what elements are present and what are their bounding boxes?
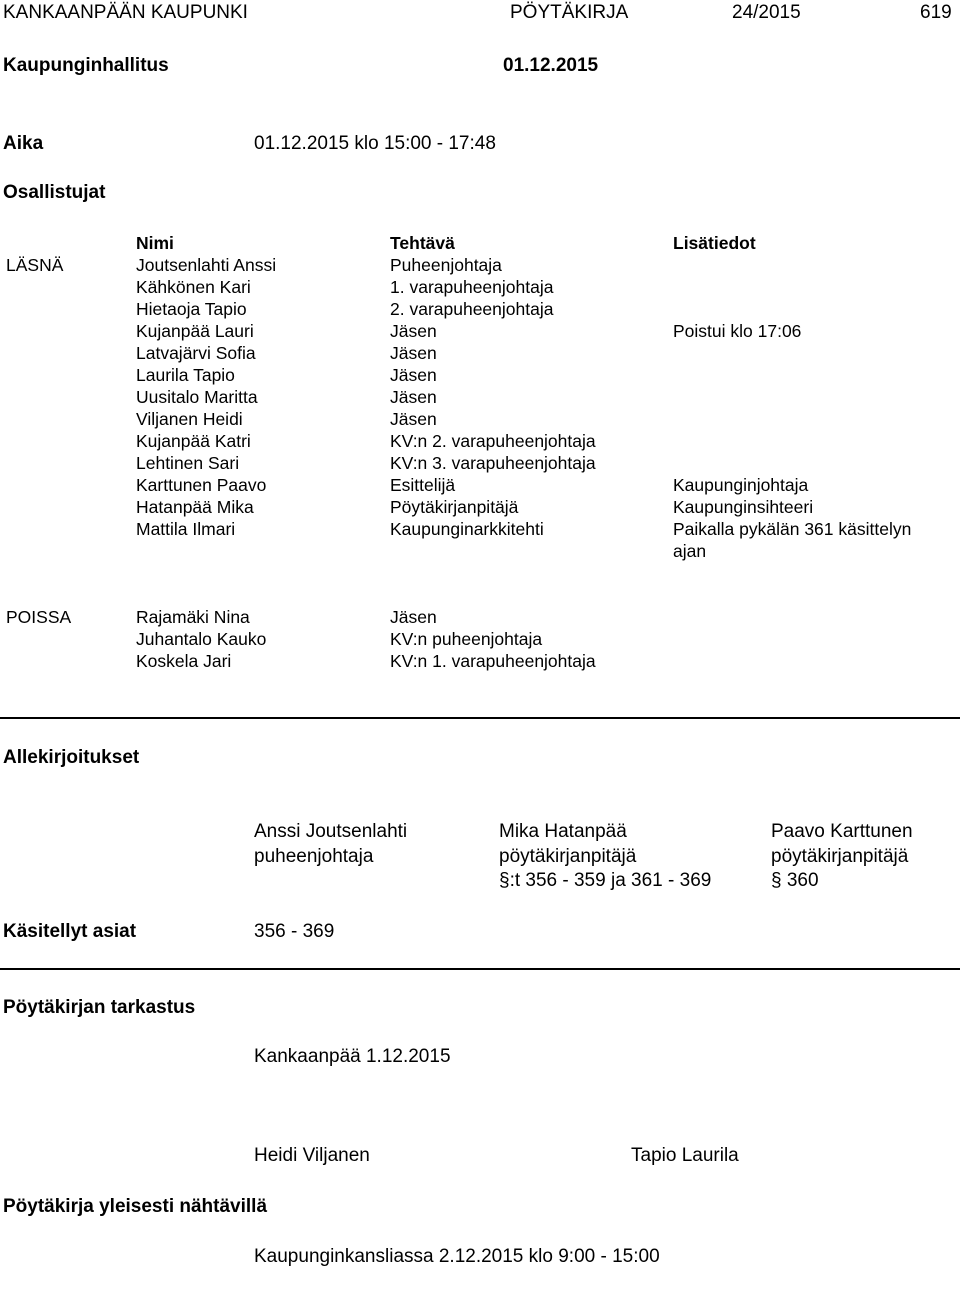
table-row: [0, 628, 960, 650]
participant-name: Latvajärvi Sofia: [136, 343, 256, 363]
table-row: [0, 452, 960, 474]
participant-role: Esittelijä: [390, 475, 456, 495]
public-heading: Pöytäkirja yleisesti nähtävillä: [3, 1196, 268, 1217]
present-label: LÄSNÄ: [6, 255, 64, 275]
signer-title: puheenjohtaja: [254, 846, 374, 867]
participant-info: Kaupunginjohtaja: [673, 475, 809, 495]
participant-name: Kähkönen Kari: [136, 277, 251, 297]
review-place-date: Kankaanpää 1.12.2015: [254, 1046, 451, 1067]
participant-name: Uusitalo Maritta: [136, 387, 258, 407]
table-row: [0, 320, 960, 342]
participant-name: Mattila Ilmari: [136, 519, 236, 539]
participant-role: Jäsen: [390, 321, 437, 341]
participant-role: Jäsen: [390, 365, 437, 385]
public-value: Kaupunginkansliassa 2.12.2015 klo 9:00 - 15:00: [254, 1246, 660, 1267]
table-row: [0, 408, 960, 430]
divider: [0, 717, 960, 719]
page-number: 619: [920, 2, 952, 23]
reviewer-name: Heidi Viljanen: [254, 1145, 370, 1166]
divider: [0, 968, 960, 970]
table-row: [0, 606, 960, 628]
participant-role: Jäsen: [390, 387, 437, 407]
participant-name: Hietaoja Tapio: [136, 299, 247, 319]
participant-role: Jäsen: [390, 409, 437, 429]
participant-role: KV:n 1. varapuheenjohtaja: [390, 651, 596, 671]
signer-name: Mika Hatanpää: [499, 821, 627, 842]
table-row: [0, 254, 960, 276]
participant-name: Kujanpää Katri: [136, 431, 251, 451]
table-row: [0, 276, 960, 298]
participant-role: Kaupunginarkkitehti: [390, 519, 544, 539]
participant-info: Poistui klo 17:06: [673, 321, 802, 341]
participant-role: KV:n 3. varapuheenjohtaja: [390, 453, 596, 473]
participant-role: 2. varapuheenjohtaja: [390, 299, 554, 319]
participants-column-headers: [0, 232, 960, 254]
table-row: [0, 650, 960, 672]
participants-heading: Osallistujat: [3, 182, 106, 203]
signer-note: §:t 356 - 359 ja 361 - 369: [499, 870, 712, 891]
participant-role: KV:n 2. varapuheenjohtaja: [390, 431, 596, 451]
doc-type: PÖYTÄKIRJA: [510, 2, 629, 23]
participant-name: Laurila Tapio: [136, 365, 235, 385]
signer-name: Paavo Karttunen: [771, 821, 913, 842]
participant-role: Puheenjohtaja: [390, 255, 502, 275]
table-row: [0, 496, 960, 518]
table-row: [0, 386, 960, 408]
meeting-date: 01.12.2015: [503, 55, 599, 76]
participant-name: Koskela Jari: [136, 651, 232, 671]
items-label: Käsitellyt asiat: [3, 921, 137, 942]
participant-info-continued: ajan: [673, 541, 707, 561]
table-row: [0, 342, 960, 364]
time-value: 01.12.2015 klo 15:00 - 17:48: [254, 133, 496, 154]
participant-name: Karttunen Paavo: [136, 475, 267, 495]
signer-note: § 360: [771, 870, 819, 891]
participant-role: KV:n puheenjohtaja: [390, 629, 543, 649]
table-row: [0, 430, 960, 452]
participant-role: 1. varapuheenjohtaja: [390, 277, 554, 297]
review-heading: Pöytäkirjan tarkastus: [3, 997, 196, 1018]
participant-name: Viljanen Heidi: [136, 409, 243, 429]
org-name: KANKAANPÄÄN KAUPUNKI: [3, 2, 248, 23]
column-role: Tehtävä: [390, 233, 455, 253]
participant-role: Jäsen: [390, 343, 437, 363]
signer-title: pöytäkirjanpitäjä: [499, 846, 637, 867]
participant-name: Lehtinen Sari: [136, 453, 240, 473]
items-value: 356 - 369: [254, 921, 335, 942]
participant-role: Jäsen: [390, 607, 437, 627]
table-row: [0, 474, 960, 496]
participant-role: Pöytäkirjanpitäjä: [390, 497, 519, 517]
reviewer-name: Tapio Laurila: [631, 1145, 739, 1166]
column-info: Lisätiedot: [673, 233, 756, 253]
table-row-continued: [0, 540, 960, 562]
time-label: Aika: [3, 133, 44, 154]
participant-name: Hatanpää Mika: [136, 497, 254, 517]
participant-name: Kujanpää Lauri: [136, 321, 254, 341]
participant-name: Juhantalo Kauko: [136, 629, 267, 649]
doc-number: 24/2015: [732, 2, 801, 23]
table-row: [0, 364, 960, 386]
participant-info: Paikalla pykälän 361 käsittelyn: [673, 519, 912, 539]
absent-label: POISSA: [6, 607, 72, 627]
column-name: Nimi: [136, 233, 174, 253]
table-row: [0, 298, 960, 320]
body-name: Kaupunginhallitus: [3, 55, 169, 76]
participant-info: Kaupunginsihteeri: [673, 497, 814, 517]
participant-name: Joutsenlahti Anssi: [136, 255, 277, 275]
table-row: [0, 518, 960, 540]
signatures-heading: Allekirjoitukset: [3, 747, 140, 768]
signer-title: pöytäkirjanpitäjä: [771, 846, 909, 867]
signer-name: Anssi Joutsenlahti: [254, 821, 408, 842]
participant-name: Rajamäki Nina: [136, 607, 250, 627]
